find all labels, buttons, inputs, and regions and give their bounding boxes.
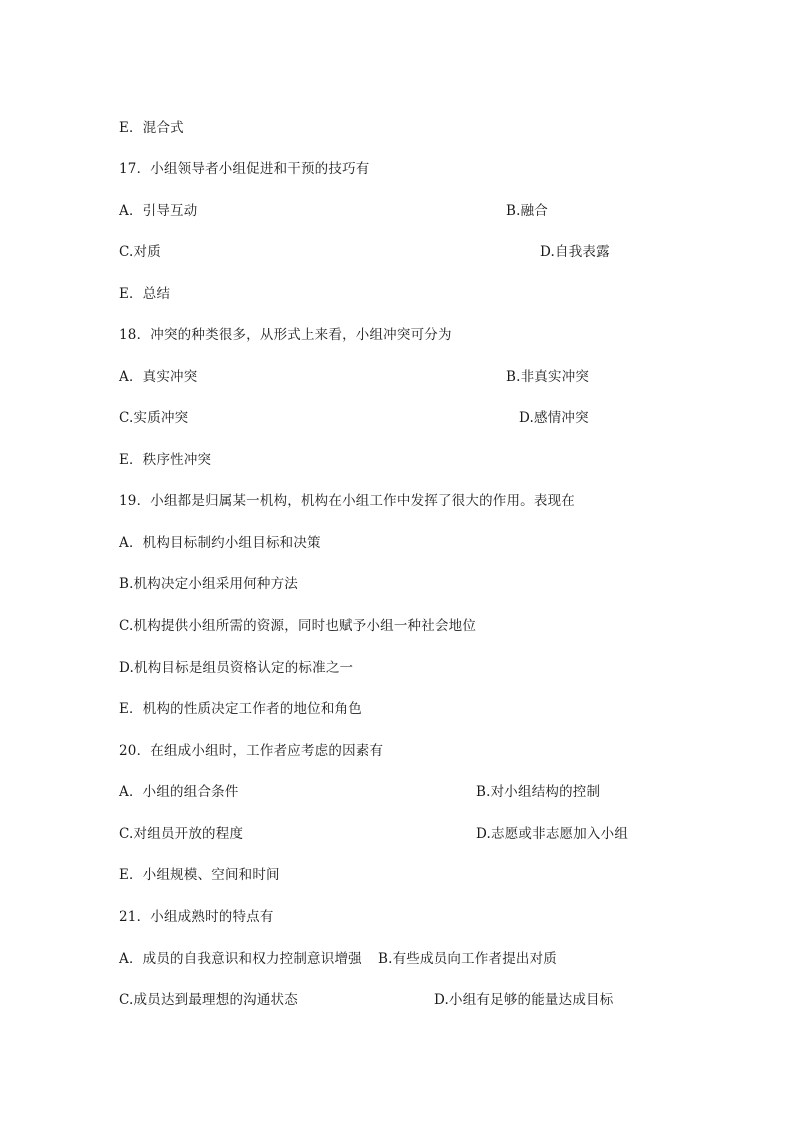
q18-option-c: C.实质冲突 (119, 410, 189, 426)
q17-option-b: B.融合 (506, 203, 549, 219)
q21-option-c: C.成员达到最理想的沟通状态 (119, 992, 298, 1008)
q20-option-b: B.对小组结构的控制 (476, 784, 601, 800)
q19-option-d: D.机构目标是组员资格认定的标准之一 (119, 660, 354, 676)
question-20: 20．在组成小组时，工作者应考虑的因素有 (119, 743, 384, 759)
q17-option-c: C.对质 (119, 244, 161, 260)
q19-option-e: E．机构的性质决定工作者的地位和角色 (119, 701, 362, 717)
q18-option-a: A．真实冲突 (119, 369, 198, 385)
q21-option-b: B.有些成员向工作者提出对质 (378, 951, 558, 967)
q19-option-b: B.机构决定小组采用何种方法 (119, 576, 299, 592)
question-18: 18．冲突的种类很多，从形式上来看，小组冲突可分为 (119, 327, 452, 343)
q19-option-c: C.机构提供小组所需的资源，同时也赋予小组一种社会地位 (119, 618, 477, 634)
q20-option-d: D.志愿或非志愿加入小组 (476, 826, 629, 842)
q18-option-b: B.非真实冲突 (506, 369, 590, 385)
question-21: 21．小组成熟时的特点有 (119, 909, 274, 925)
option-e-q16: E．混合式 (119, 120, 184, 136)
q17-option-a: A．引导互动 (119, 203, 198, 219)
q17-option-d: D.自我表露 (540, 244, 610, 260)
q17-option-e: E．总结 (119, 286, 171, 302)
q21-option-d: D.小组有足够的能量达成目标 (434, 992, 614, 1008)
question-17: 17．小组领导者小组促进和干预的技巧有 (119, 161, 370, 177)
question-19: 19．小组都是归属某一机构，机构在小组工作中发挥了很大的作用。表现在 (119, 493, 575, 509)
q18-option-d: D.感情冲突 (519, 410, 589, 426)
q20-option-c: C.对组员开放的程度 (119, 826, 244, 842)
q21-option-a: A．成员的自我意识和权力控制意识增强 (119, 951, 362, 967)
q20-option-e: E．小组规模、空间和时间 (119, 867, 280, 883)
q20-option-a: A．小组的组合条件 (119, 784, 239, 800)
q18-option-e: E．秩序性冲突 (119, 452, 212, 468)
q19-option-a: A．机构目标制约小组目标和决策 (119, 535, 321, 551)
